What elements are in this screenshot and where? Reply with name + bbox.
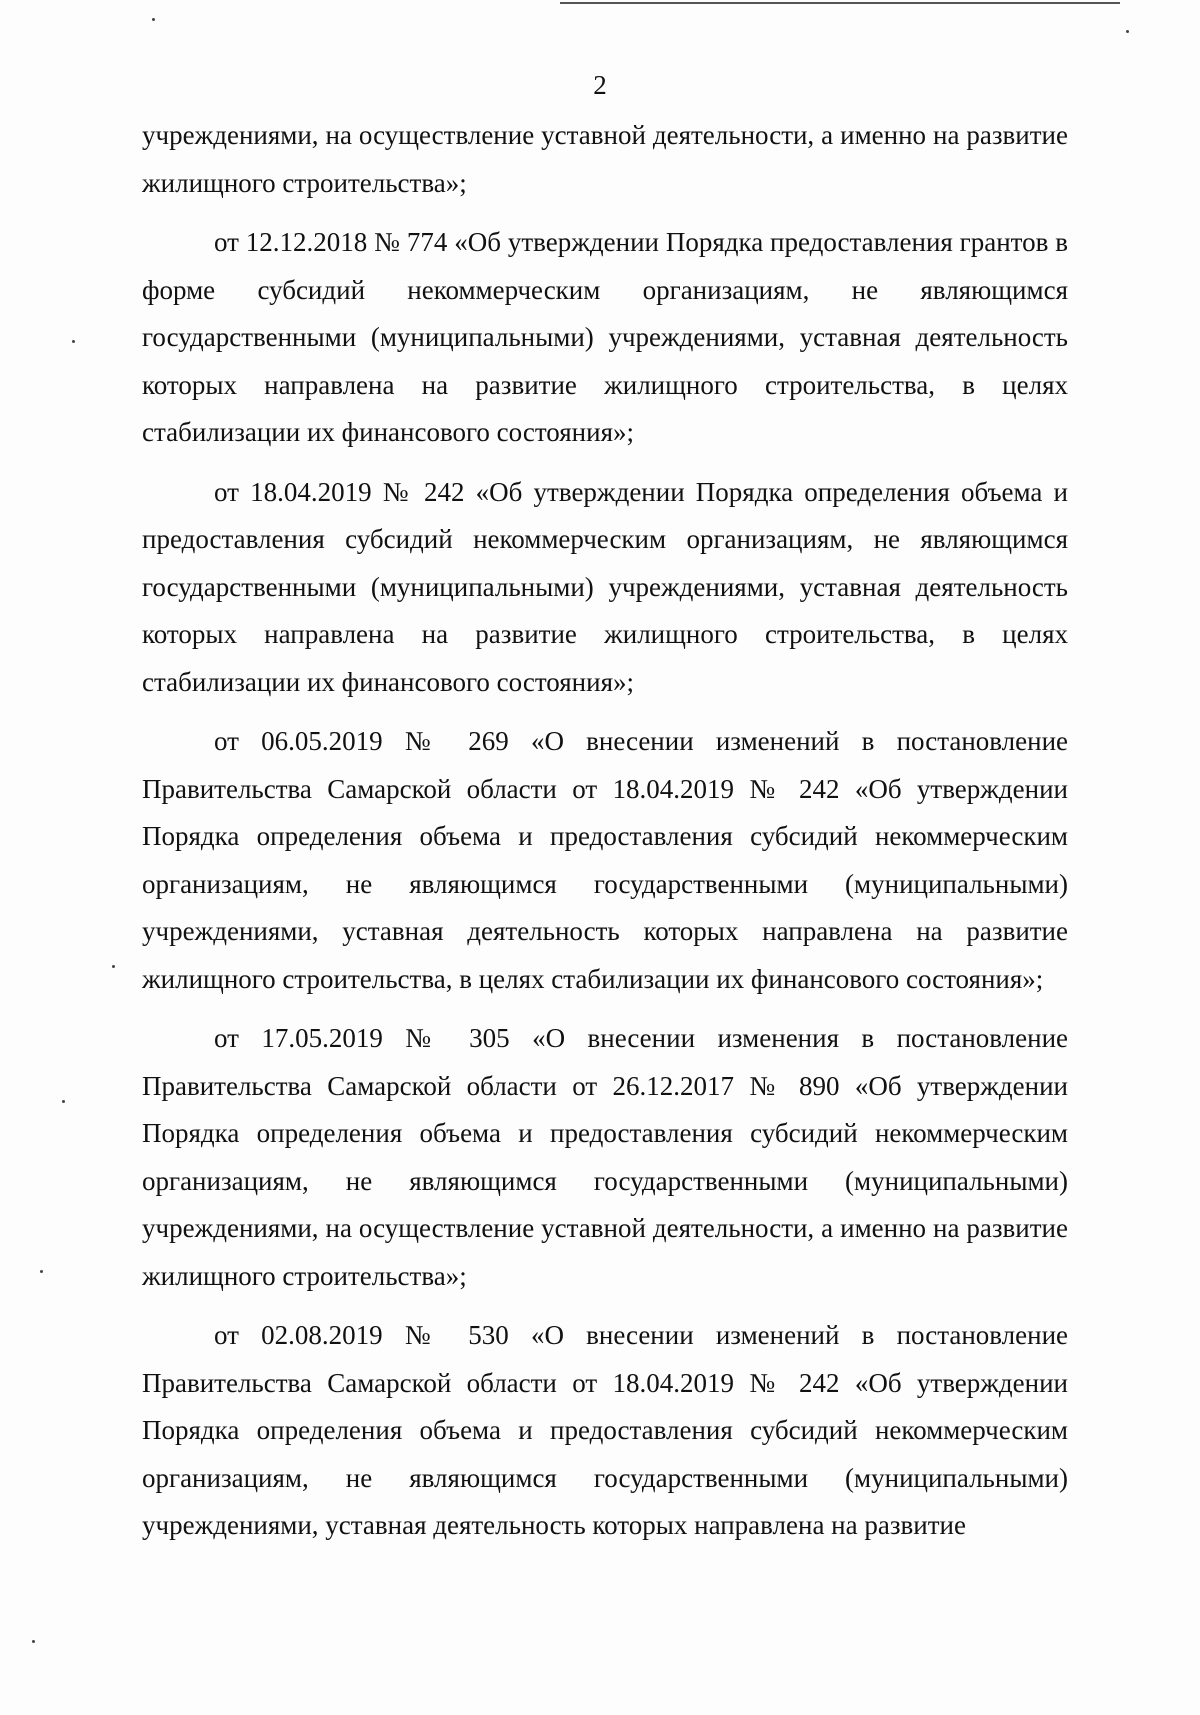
paragraph-decree-530: от 02.08.2019 № 530 «О внесении изменений в постановление Правительства Самарской области от 18.04.2019 № 242 «Об утверждении Порядка определения объема и предоставления субсидий некоммерческим организациям, не являющимся государственными (муниципальными) учреждениями, уставная деятельность которых направлена на развитие: [142, 1320, 1068, 1540]
scan-speck: [32, 1640, 35, 1643]
paragraph-continuation: учреждениями, на осуществление уставной деятельности, а именно на развитие жилищного строительства»;: [142, 120, 1068, 198]
document-body: [142, 112, 1068, 1550]
scan-speck: [1126, 30, 1129, 33]
paragraph-decree-269: от 06.05.2019 № 269 «О внесении изменений в постановление Правительства Самарской области от 18.04.2019 № 242 «Об утверждении Порядка определения объема и предоставления субсидий некоммерческим организациям, не являющимся государственными (муниципальными) учреждениями, уставная деятельность которых направлена на развитие жилищного строительства, в целях стабилизации их финансового состояния»;: [142, 726, 1068, 994]
scan-speck: [72, 340, 75, 343]
paragraph-decree-242: от 18.04.2019 № 242 «Об утверждении Порядка определения объема и предоставления субсидий некоммерческим организациям, не являющимся государственными (муниципальными) учреждениями, уставная деятельность которых направлена на развитие жилищного строительства, в целях стабилизации их финансового состояния»;: [142, 476, 1068, 697]
page-number: 2: [593, 70, 607, 100]
scan-speck: [112, 965, 115, 968]
paragraph-decree-305: от 17.05.2019 № 305 «О внесении изменения в постановление Правительства Самарской области от 26.12.2017 № 890 «Об утверждении Порядка определения объема и предоставления субсидий некоммерческим организациям, не являющимся государственными (муниципальными) учреждениями, на осуществление уставной деятельности, а именно на развитие жилищного строительства»;: [142, 1023, 1068, 1291]
paragraph-decree-774: от 12.12.2018 № 774 «Об утверждении Порядка предоставления грантов в форме субсидий некоммерческим организациям, не являющимся государственными (муниципальными) учреждениями, уставная деятельность которых направлена на развитие жилищного строительства, в целях стабилизации их финансового состояния»;: [142, 227, 1068, 447]
scan-edge-line: [560, 2, 1120, 4]
scan-speck: [152, 18, 155, 21]
scan-speck: [40, 1270, 43, 1273]
scan-speck: [62, 1100, 65, 1103]
